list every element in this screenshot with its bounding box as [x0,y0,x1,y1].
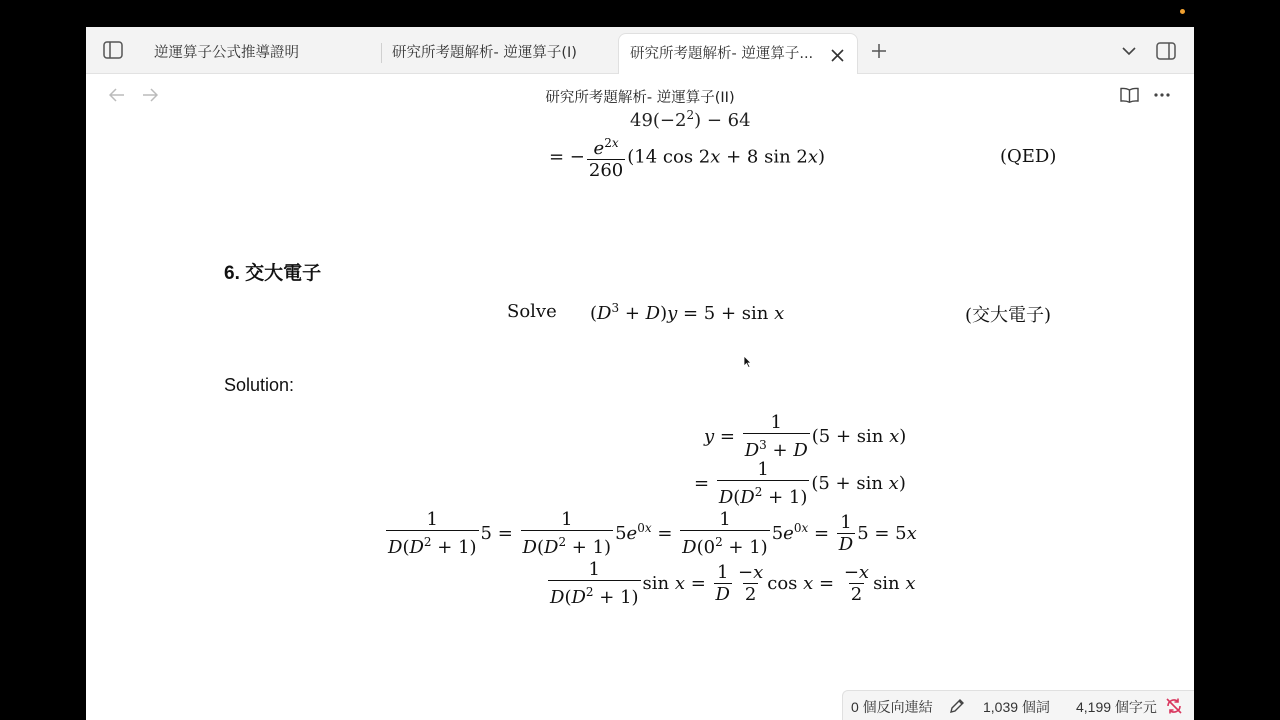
solution-line-1: y = $\frac{1}{D^3 + D}$ (5 + sin x) [704,412,907,461]
section-heading: 6. 交大電子 [224,263,322,284]
app-window [86,27,1194,720]
mouse-cursor-icon [742,354,752,368]
document-title: 研究所考題解析- 逆運算子(II) [545,90,735,106]
backlinks-count[interactable]: 0 個反向連結 [851,699,933,715]
qed-label: (QED) [1000,146,1057,167]
tab-1[interactable] [144,33,384,73]
char-count: 4,199 個字元 [1076,699,1157,715]
chevron-down-icon[interactable] [1120,43,1138,59]
close-icon[interactable] [829,47,845,63]
more-options-icon[interactable] [1152,88,1172,102]
tab-label: 逆運算子公式推導證明 [154,45,299,61]
tab-divider [381,43,382,63]
clipped-math-line: $49(-2^2) - 64$ [630,108,751,131]
sync-off-icon[interactable] [1164,696,1184,716]
solution-label: Solution: [224,375,295,395]
tab-3-active[interactable] [618,33,858,75]
solution-line-2: = $\frac{1}{D(D^2 + 1)}$ (5 + sin x) [694,459,906,508]
document-content [86,108,1194,720]
status-bar [842,690,1194,720]
qed-equation: = − $\frac{e^{2x}}{260}$ (14 cos 2x + 8 sin 2x) [549,136,826,181]
tab-label: 研究所考題解析- 逆運算子... [630,46,814,62]
sidebar-toggle-icon[interactable] [102,40,124,60]
problem-source-tag: (交大電子) [965,305,1052,326]
reading-mode-icon[interactable] [1119,86,1139,104]
solution-line-3: $\frac{1}{D(D^2 + 1)}$ 5 = $\frac{1}{D(D^2 + 1)}$ $5e^{0x}$ = $\frac{1}{D(0^2 + 1)}$ $5e^{0x}$ = $\frac{1}{D}$ 5 = 5x [388,509,917,558]
recording-indicator [1180,9,1185,14]
split-view-icon[interactable] [1155,41,1177,61]
solution-line-4: $\frac{1}{D(D^2 + 1)}$ sin x = $\frac{1}{D}$ $\frac{-x}{2}$ cos x = $\frac{-x}{2}$ sin x [550,559,916,608]
tab-label: 研究所考題解析- 逆運算子(I) [392,45,577,61]
pencil-icon[interactable] [948,697,966,715]
problem-equation: $(D^3 + D)y = 5 + \sin x$ [590,301,785,324]
tab-2[interactable] [384,33,624,73]
solve-label: Solve [507,301,557,322]
plus-icon[interactable] [870,42,888,60]
tab-bar [86,27,1194,74]
word-count: 1,039 個詞 [983,699,1050,715]
